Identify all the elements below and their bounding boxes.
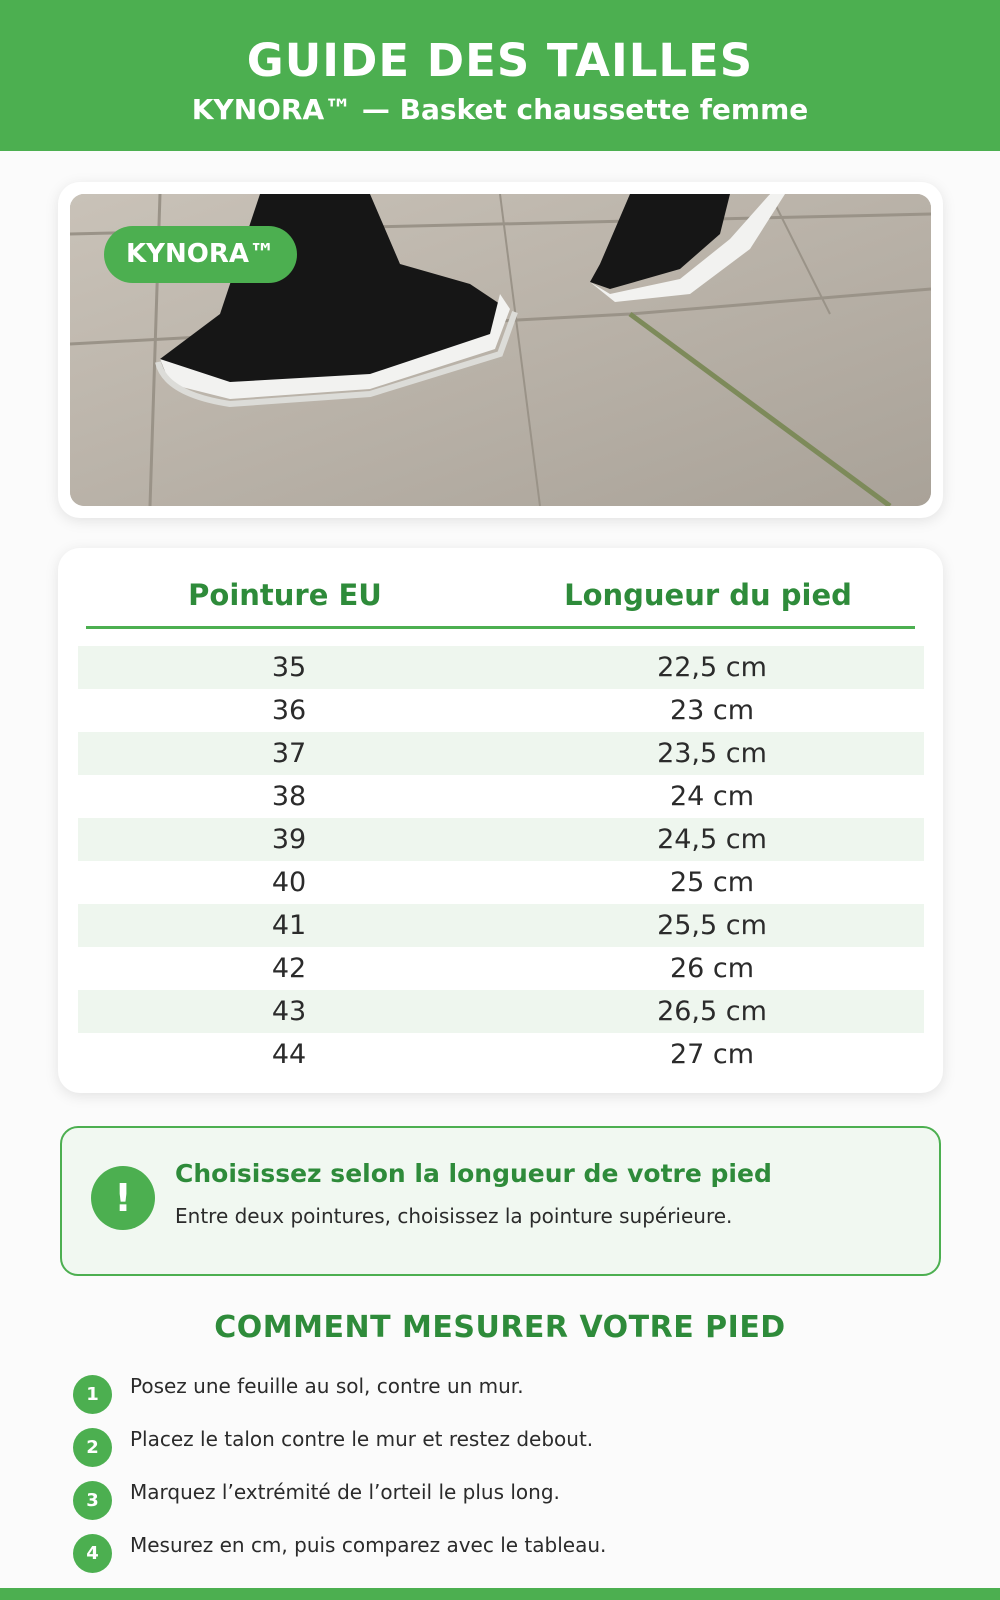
tip-title: Choisissez selon la longueur de votre pied xyxy=(175,1159,772,1188)
step-text: Placez le talon contre le mur et restez debout. xyxy=(130,1427,594,1451)
foot-length-cell: 26,5 cm xyxy=(657,996,767,1027)
size-table-body xyxy=(78,646,924,1076)
eu-size-cell: 40 xyxy=(271,867,307,898)
measure-steps-list xyxy=(73,1374,933,1586)
table-row xyxy=(78,775,924,818)
eu-size-cell: 42 xyxy=(271,953,307,984)
table-row xyxy=(78,861,924,904)
step-number-badge: 1 xyxy=(73,1375,112,1414)
table-row xyxy=(78,689,924,732)
table-row xyxy=(78,990,924,1033)
eu-size-cell: 38 xyxy=(271,781,307,812)
eu-size-cell: 36 xyxy=(271,695,307,726)
table-row xyxy=(78,1033,924,1076)
list-item xyxy=(73,1374,933,1427)
step-number-badge: 3 xyxy=(73,1481,112,1520)
product-photo-card xyxy=(58,182,943,518)
step-number-badge: 4 xyxy=(73,1534,112,1573)
foot-length-cell: 22,5 cm xyxy=(657,652,767,683)
header-eu-size: Pointure EU xyxy=(188,578,382,612)
list-item xyxy=(73,1480,933,1533)
eu-size-cell: 44 xyxy=(271,1039,307,1070)
eu-size-cell: 43 xyxy=(271,996,307,1027)
foot-length-cell: 25,5 cm xyxy=(657,910,767,941)
eu-size-cell: 41 xyxy=(271,910,307,941)
tip-text: Entre deux pointures, choisissez la pointure supérieure. xyxy=(175,1204,733,1228)
eu-size-cell: 37 xyxy=(271,738,307,769)
page-subtitle: KYNORA™ — Basket chaussette femme xyxy=(191,93,809,126)
page-title: GUIDE DES TAILLES xyxy=(246,34,754,87)
foot-length-cell: 26 cm xyxy=(669,953,755,984)
header-banner xyxy=(0,0,1000,151)
table-row xyxy=(78,904,924,947)
size-table xyxy=(58,548,943,1093)
footer-bar xyxy=(0,1588,1000,1600)
tip-box xyxy=(60,1126,941,1276)
product-photo xyxy=(70,194,931,506)
header-foot-length: Longueur du pied xyxy=(564,578,852,612)
eu-size-cell: 39 xyxy=(271,824,307,855)
exclamation-icon: ! xyxy=(91,1166,155,1230)
foot-length-cell: 25 cm xyxy=(669,867,755,898)
foot-length-cell: 23,5 cm xyxy=(657,738,767,769)
foot-length-cell: 24 cm xyxy=(669,781,755,812)
step-text: Mesurez en cm, puis comparez avec le tableau. xyxy=(130,1533,607,1557)
table-row xyxy=(78,818,924,861)
table-row xyxy=(78,947,924,990)
step-number-badge: 2 xyxy=(73,1428,112,1467)
brand-badge: KYNORA™ xyxy=(104,226,297,283)
foot-length-cell: 24,5 cm xyxy=(657,824,767,855)
table-row xyxy=(78,732,924,775)
foot-length-cell: 23 cm xyxy=(669,695,755,726)
list-item xyxy=(73,1533,933,1586)
eu-size-cell: 35 xyxy=(271,652,307,683)
measure-section-title: COMMENT MESURER VOTRE PIED xyxy=(214,1310,786,1345)
step-text: Posez une feuille au sol, contre un mur. xyxy=(130,1374,524,1398)
header-divider xyxy=(86,626,915,629)
table-row xyxy=(78,646,924,689)
list-item xyxy=(73,1427,933,1480)
step-text: Marquez l’extrémité de l’orteil le plus long. xyxy=(130,1480,560,1504)
foot-length-cell: 27 cm xyxy=(669,1039,755,1070)
